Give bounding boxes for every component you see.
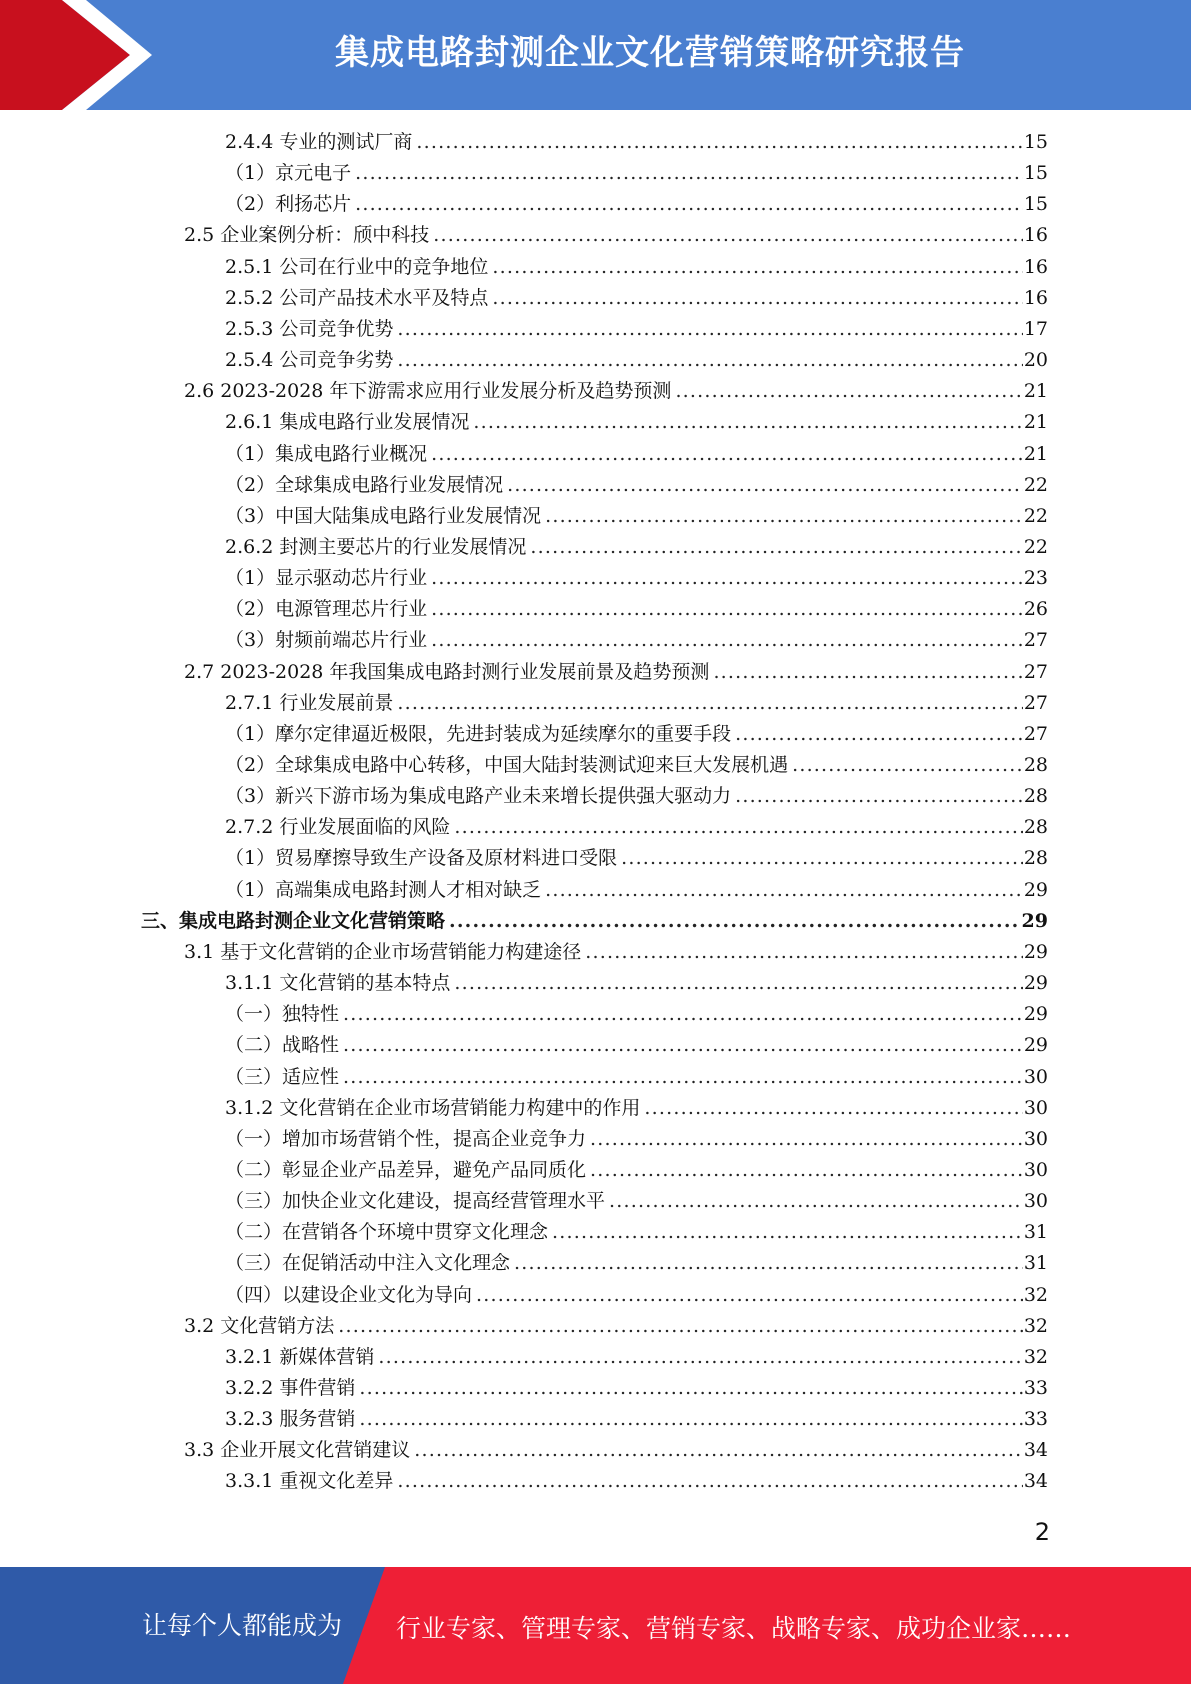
toc-entry-page-number: 15 [1023, 131, 1048, 153]
toc-dot-leader [545, 875, 1023, 906]
toc-entry[interactable] [225, 252, 1048, 283]
toc-entry-label: 2.5.4 公司竞争劣势 [225, 349, 394, 371]
toc-entry[interactable] [225, 314, 1048, 345]
toc-entry-page-number: 22 [1023, 505, 1048, 527]
toc-dot-leader [792, 750, 1023, 781]
toc-dot-leader [343, 1030, 1023, 1061]
toc-entry-label: （3）中国大陆集成电路行业发展情况 [225, 505, 542, 527]
toc-entry-page-number: 22 [1023, 474, 1048, 496]
toc-entry-page-number: 28 [1023, 816, 1048, 838]
toc-entry[interactable] [225, 1373, 1048, 1404]
toc-entry[interactable] [225, 1186, 1048, 1217]
toc-dot-leader [397, 345, 1022, 376]
toc-entry-page-number: 34 [1023, 1470, 1048, 1492]
page-footer [0, 1567, 1191, 1684]
toc-dot-leader [355, 189, 1023, 220]
toc-entry-label: 3.3 企业开展文化营销建议 [184, 1439, 411, 1461]
toc-entry[interactable] [225, 407, 1048, 438]
toc-entry-label: （一）增加市场营销个性，提高企业竞争力 [225, 1128, 587, 1150]
toc-entry-page-number: 29 [1023, 879, 1048, 901]
toc-entry[interactable] [225, 189, 1048, 220]
toc-entry-label: 3.2.1 新媒体营销 [225, 1346, 375, 1368]
toc-entry-label: （1）高端集成电路封测人才相对缺乏 [225, 879, 542, 901]
toc-entry[interactable] [225, 1404, 1048, 1435]
toc-entry[interactable] [225, 563, 1048, 594]
toc-dot-leader [454, 812, 1022, 843]
toc-entry[interactable] [184, 1435, 1048, 1466]
toc-entry[interactable] [225, 968, 1048, 999]
toc-entry-page-number: 30 [1023, 1097, 1048, 1119]
toc-entry-label: （2）电源管理芯片行业 [225, 598, 428, 620]
toc-dot-leader [431, 594, 1023, 625]
toc-entry-label: （1）贸易摩擦导致生产设备及原材料进口受限 [225, 847, 618, 869]
toc-dot-leader [431, 563, 1023, 594]
toc-entry-label: 3.1 基于文化营销的企业市场营销能力构建途径 [184, 941, 582, 963]
toc-entry[interactable] [225, 1155, 1048, 1186]
toc-entry[interactable] [225, 688, 1048, 719]
toc-entry[interactable] [225, 719, 1048, 750]
toc-entry[interactable] [225, 594, 1048, 625]
toc-entry-label: 3.1.2 文化营销在企业市场营销能力构建中的作用 [225, 1097, 641, 1119]
toc-entry-label: 2.7.2 行业发展面临的风险 [225, 816, 451, 838]
toc-dot-leader [675, 376, 1022, 407]
toc-entry-page-number: 23 [1023, 567, 1048, 589]
toc-entry[interactable] [225, 1248, 1048, 1279]
toc-dot-leader [397, 688, 1022, 719]
toc-entry-label: 2.6.2 封测主要芯片的行业发展情况 [225, 536, 527, 558]
toc-entry-page-number: 27 [1023, 692, 1048, 714]
toc-entry-page-number: 16 [1023, 224, 1048, 246]
toc-entry-page-number: 27 [1023, 629, 1048, 651]
toc-entry[interactable] [184, 220, 1048, 251]
toc-entry-label: （二）彰显企业产品差异，避免产品同质化 [225, 1159, 587, 1181]
toc-entry-page-number: 21 [1023, 380, 1048, 402]
toc-entry-label: 2.5.1 公司在行业中的竞争地位 [225, 256, 489, 278]
toc-entry[interactable] [141, 906, 1048, 937]
toc-entry-label: （三）在促销活动中注入文化理念 [225, 1252, 511, 1274]
toc-entry-page-number: 28 [1023, 785, 1048, 807]
toc-entry[interactable] [225, 843, 1048, 874]
toc-entry-label: （1）集成电路行业概况 [225, 443, 428, 465]
toc-entry-page-number: 16 [1023, 256, 1048, 278]
toc-entry-page-number: 32 [1023, 1315, 1048, 1337]
toc-entry-page-number: 29 [1023, 1003, 1048, 1025]
toc-dot-leader [735, 719, 1023, 750]
footer-slogan-right: 行业专家、管理专家、营销专家、战略专家、成功企业家…… [396, 1614, 1072, 1643]
toc-entry-label: （二）在营销各个环境中贯穿文化理念 [225, 1221, 549, 1243]
toc-entry-label: 3.2.2 事件营销 [225, 1377, 356, 1399]
toc-entry-label: （3）射频前端芯片行业 [225, 629, 428, 651]
toc-entry-label: 3.2 文化营销方法 [184, 1315, 335, 1337]
toc-entry-page-number: 28 [1023, 847, 1048, 869]
toc-entry-label: （1）显示驱动芯片行业 [225, 567, 428, 589]
toc-dot-leader [343, 999, 1023, 1030]
toc-entry-page-number: 30 [1023, 1128, 1048, 1150]
toc-dot-leader [585, 937, 1023, 968]
toc-entry-page-number: 28 [1023, 754, 1048, 776]
toc-entry[interactable] [225, 158, 1048, 189]
toc-dot-leader [514, 1248, 1023, 1279]
toc-entry-label: 2.5 企业案例分析：颀中科技 [184, 224, 430, 246]
toc-entry-label: （一）独特性 [225, 1003, 340, 1025]
toc-dot-leader [397, 1466, 1022, 1497]
toc-entry-label: （三）加快企业文化建设，提高经营管理水平 [225, 1190, 606, 1212]
toc-entry-label: 3.3.1 重视文化差异 [225, 1470, 394, 1492]
toc-entry[interactable] [225, 532, 1048, 563]
toc-entry-page-number: 33 [1023, 1377, 1048, 1399]
toc-entry-label: 2.5.3 公司竞争优势 [225, 318, 394, 340]
toc-entry-page-number: 30 [1023, 1066, 1048, 1088]
toc-entry-label: 2.5.2 公司产品技术水平及特点 [225, 287, 489, 309]
toc-entry-page-number: 27 [1023, 661, 1048, 683]
toc-entry-label: （2）全球集成电路行业发展情况 [225, 474, 504, 496]
toc-dot-leader [492, 283, 1022, 314]
toc-dot-leader [621, 843, 1023, 874]
page-number: 2 [1034, 1518, 1050, 1546]
toc-entry-page-number: 30 [1023, 1159, 1048, 1181]
toc-entry-label: 2.7.1 行业发展前景 [225, 692, 394, 714]
toc-entry-label: 3.1.1 文化营销的基本特点 [225, 972, 451, 994]
toc-entry[interactable] [225, 501, 1048, 532]
toc-dot-leader [355, 158, 1023, 189]
toc-entry-page-number: 15 [1023, 162, 1048, 184]
toc-entry-label: 2.6.1 集成电路行业发展情况 [225, 411, 470, 433]
toc-entry[interactable] [225, 127, 1048, 158]
toc-dot-leader [431, 625, 1023, 656]
toc-dot-leader [359, 1404, 1022, 1435]
toc-entry-page-number: 29 [1023, 1034, 1048, 1056]
toc-entry-page-number: 27 [1023, 723, 1048, 745]
toc-dot-leader [378, 1342, 1022, 1373]
report-title: 集成电路封测企业文化营销策略研究报告 [335, 33, 965, 73]
toc-entry-page-number: 16 [1023, 287, 1048, 309]
toc-dot-leader [644, 1093, 1022, 1124]
toc-dot-leader [343, 1062, 1023, 1093]
toc-dot-leader [476, 1280, 1023, 1311]
toc-dot-leader [530, 532, 1022, 563]
toc-entry-label: （四）以建设企业文化为导向 [225, 1284, 473, 1306]
toc-entry-page-number: 34 [1023, 1439, 1048, 1461]
toc-entry-page-number: 29 [1021, 910, 1048, 932]
toc-entry[interactable] [225, 470, 1048, 501]
toc-dot-leader [545, 501, 1023, 532]
toc-dot-leader [338, 1311, 1023, 1342]
toc-entry[interactable] [225, 1342, 1048, 1373]
toc-entry-page-number: 29 [1023, 941, 1048, 963]
toc-entry[interactable] [225, 999, 1048, 1030]
toc-entry-label: 3.2.3 服务营销 [225, 1408, 356, 1430]
toc-entry[interactable] [184, 376, 1048, 407]
toc-entry[interactable] [225, 1217, 1048, 1248]
toc-entry[interactable] [184, 657, 1048, 688]
toc-entry-page-number: 20 [1023, 349, 1048, 371]
toc-dot-leader [609, 1186, 1023, 1217]
toc-entry-page-number: 22 [1023, 536, 1048, 558]
toc-dot-leader [590, 1155, 1023, 1186]
toc-dot-leader [473, 407, 1022, 438]
toc-entry-page-number: 33 [1023, 1408, 1048, 1430]
toc-entry-page-number: 15 [1023, 193, 1048, 215]
toc-entry-label: （二）战略性 [225, 1034, 340, 1056]
toc-dot-leader [431, 439, 1023, 470]
toc-entry-page-number: 17 [1023, 318, 1048, 340]
toc-entry[interactable] [225, 625, 1048, 656]
toc-entry-label: 2.6 2023-2028 年下游需求应用行业发展分析及趋势预测 [184, 380, 672, 402]
toc-dot-leader [507, 470, 1023, 501]
toc-entry[interactable] [225, 750, 1048, 781]
toc-dot-leader [397, 314, 1022, 345]
toc-entry[interactable] [225, 345, 1048, 376]
toc-entry[interactable] [184, 937, 1048, 968]
toc-entry[interactable] [225, 1124, 1048, 1155]
toc-entry-page-number: 29 [1023, 972, 1048, 994]
toc-dot-leader [590, 1124, 1023, 1155]
toc-entry[interactable] [225, 781, 1048, 812]
toc-entry[interactable] [225, 1062, 1048, 1093]
footer-slogan-left: 让每个人都能成为 [142, 1611, 343, 1640]
toc-entry-label: 2.4.4 专业的测试厂商 [225, 131, 413, 153]
toc-entry[interactable] [225, 1093, 1048, 1124]
toc-dot-leader [433, 220, 1023, 251]
toc-entry[interactable] [184, 1311, 1048, 1342]
toc-entry[interactable] [225, 1280, 1048, 1311]
toc-entry-label: 三、集成电路封测企业文化营销策略 [141, 910, 446, 932]
toc-entry[interactable] [225, 283, 1048, 314]
toc-entry-label: （2）利扬芯片 [225, 193, 352, 215]
toc-entry-page-number: 26 [1023, 598, 1048, 620]
toc-entry-label: （三）适应性 [225, 1066, 340, 1088]
toc-dot-leader [359, 1373, 1022, 1404]
toc-entry-page-number: 31 [1023, 1252, 1048, 1274]
toc-dot-leader [735, 781, 1023, 812]
toc-entry[interactable] [225, 1030, 1048, 1061]
toc-dot-leader [713, 657, 1022, 688]
toc-entry-label: （1）摩尔定律逼近极限，先进封装成为延续摩尔的重要手段 [225, 723, 732, 745]
toc-entry[interactable] [225, 875, 1048, 906]
toc-entry-page-number: 31 [1023, 1221, 1048, 1243]
toc-dot-leader [454, 968, 1022, 999]
toc-entry-page-number: 30 [1023, 1190, 1048, 1212]
toc-dot-leader [416, 127, 1022, 158]
toc-entry[interactable] [225, 439, 1048, 470]
toc-entry-label: （1）京元电子 [225, 162, 352, 184]
toc-entry[interactable] [225, 1466, 1048, 1497]
toc-entry-label: （3）新兴下游市场为集成电路产业未来增长提供强大驱动力 [225, 785, 732, 807]
toc-entry-page-number: 32 [1023, 1346, 1048, 1368]
toc-dot-leader [492, 252, 1022, 283]
toc-entry-page-number: 21 [1023, 411, 1048, 433]
toc-entry-label: （2）全球集成电路中心转移，中国大陆封装测试迎来巨大发展机遇 [225, 754, 789, 776]
toc-entry-label: 2.7 2023-2028 年我国集成电路封测行业发展前景及趋势预测 [184, 661, 710, 683]
toc-dot-leader [414, 1435, 1023, 1466]
toc-dot-leader [449, 906, 1021, 937]
toc-entry[interactable] [225, 812, 1048, 843]
toc-dot-leader [552, 1217, 1023, 1248]
toc-entry-page-number: 32 [1023, 1284, 1048, 1306]
page-header [0, 0, 1191, 110]
toc-entry-page-number: 21 [1023, 443, 1048, 465]
